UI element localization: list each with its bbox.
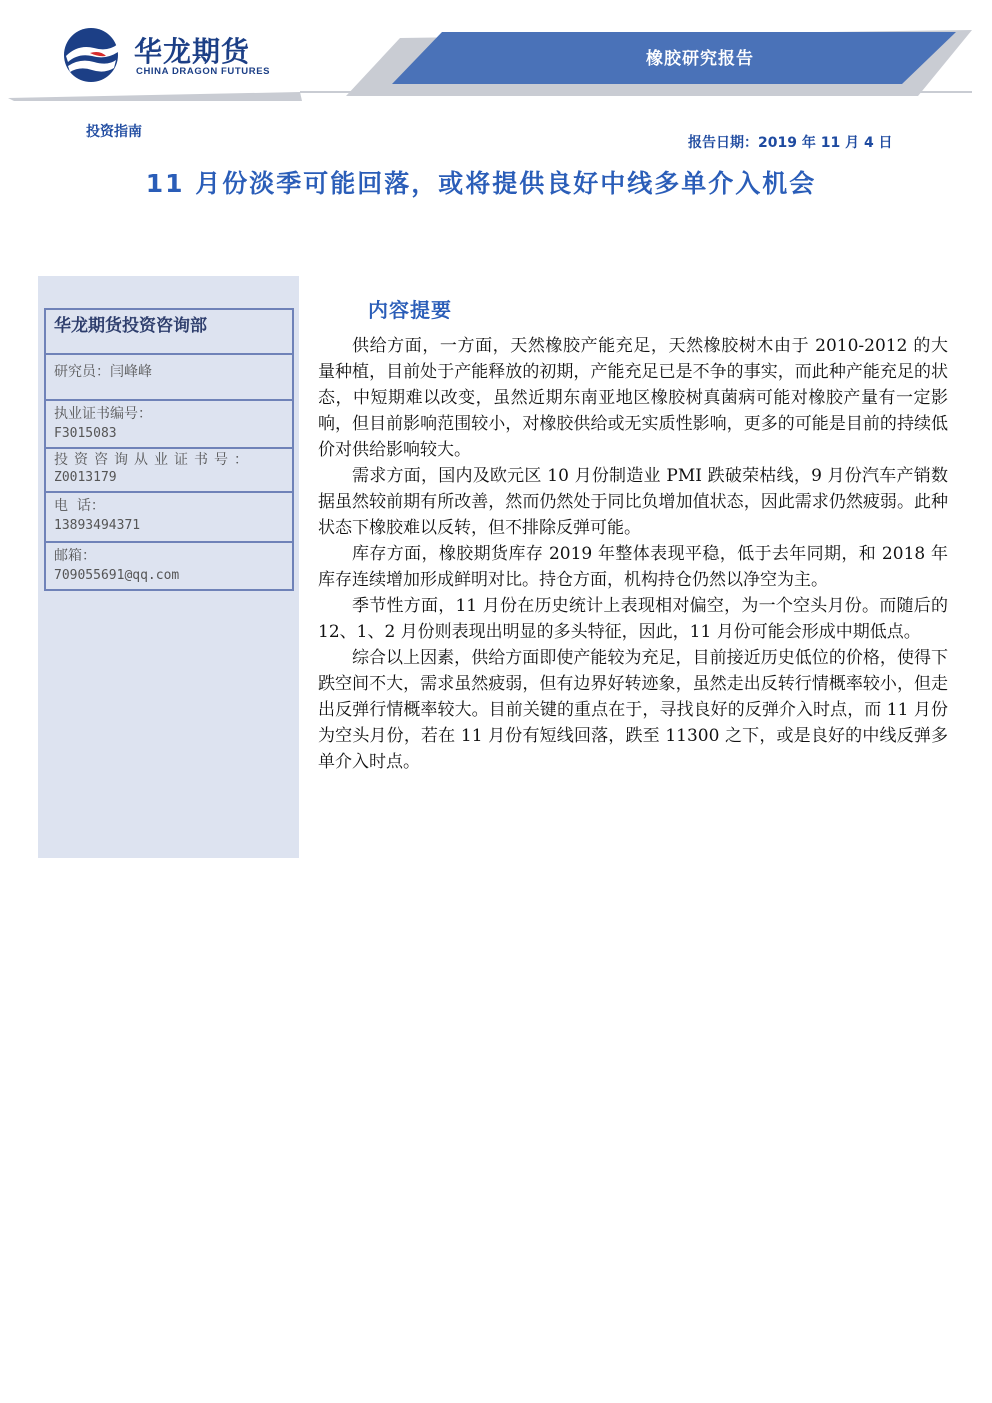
email-cell	[45, 542, 293, 590]
report-date: 报告日期：2019 年 11 月 4 日	[688, 135, 893, 151]
email-address[interactable]: 709055691@qq.com	[54, 568, 180, 583]
report-type-label: 橡胶研究报告	[646, 49, 754, 69]
guide-label: 投资指南	[86, 124, 142, 140]
paragraph-inventory: 库存方面，橡胶期货库存 2019 年整体表现平稳，低于去年同期，和 2018 年库存连续增加形成鲜明对比。持仓方面，机构持仓仍然以净空为主。	[318, 544, 948, 590]
paragraph-demand: 需求方面，国内及欧元区 10 月份制造业 PMI 跌破荣枯线，9 月份汽车产销数据虽然较前期有所改善，然而仍然处于同比负增加值状态，因此需求仍然疲弱。此种状态下橡胶难以反转，但不排除反弹可能。	[318, 466, 948, 538]
brand-name-en: CHINA DRAGON FUTURES	[136, 66, 271, 77]
paragraph-conclusion: 综合以上因素，供给方面即使产能较为充足，目前接近历史低位的价格，使得下跌空间不大，需求虽然疲弱，但有边界好转迹象，虽然走出反转行情概率较小，但走出反弹行情概率较大。目前关键的重点在于，寻找良好的反弹介入时点，而 11 月份为空头月份，若在 11 月份有短线回落，跌至 11300 之下，或是良好的中线反弹多单介入时点。	[318, 648, 948, 772]
company-logo	[60, 26, 122, 84]
summary-heading: 内容提要	[368, 298, 452, 322]
page-title: 11 月份淡季可能回落，或将提供良好中线多单介入机会	[145, 169, 817, 198]
phone-number: 13893494371	[54, 518, 141, 533]
department-name: 华龙期货投资咨询部	[45, 309, 293, 354]
qualification-cell	[45, 448, 293, 492]
researcher-name: 研究员：闫峰峰	[45, 354, 293, 400]
phone-label: 电 话：	[54, 498, 105, 514]
paragraph-supply: 供给方面，一方面，天然橡胶产能充足，天然橡胶树木由于 2010-2012 的大量种植，目前处于产能释放的初期，产能充足已是不争的事实，而此种产能充足的状态，中短期难以改变，虽然近期东南亚地区橡胶树真菌病可能对橡胶产量有一定影响，但目前影响范围较小，对橡胶供给或无实质性影响，更多的可能是目前的持续低价对供给影响较大。	[318, 336, 948, 460]
qualification-number: Z0013179	[54, 470, 117, 485]
paragraph-seasonality: 季节性方面，11 月份在历史统计上表现相对偏空，为一个空头月份。而随后的 12、1、2 月份则表现出明显的多头特征，因此，11 月份可能会形成中期低点。	[318, 596, 948, 642]
phone-cell	[45, 492, 293, 542]
qualification-label: 投资咨询从业证书号：	[54, 452, 254, 468]
brand-name-cn: 华龙期货	[134, 35, 251, 68]
license-number: F3015083	[54, 426, 117, 441]
analyst-info-table	[44, 308, 294, 591]
license-label: 执业证书编号：	[54, 406, 152, 422]
summary-body	[318, 333, 948, 775]
email-label: 邮箱：	[54, 548, 96, 564]
license-cell	[45, 400, 293, 448]
